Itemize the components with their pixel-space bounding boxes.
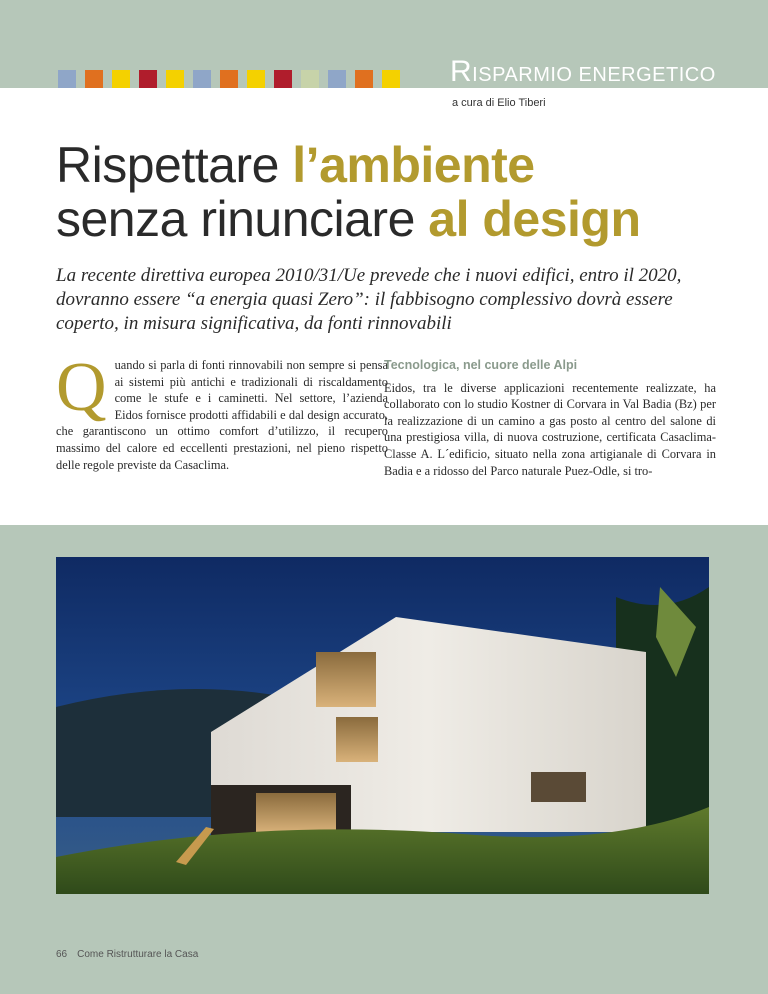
color-square [58, 70, 76, 88]
drop-cap: Q [56, 349, 107, 426]
color-square [301, 70, 319, 88]
section-title-rest: ISPARMIO ENERGETICO [472, 64, 716, 86]
section-title [450, 56, 716, 91]
right-window [531, 772, 586, 802]
color-square [355, 70, 373, 88]
color-square [193, 70, 211, 88]
color-square [85, 70, 103, 88]
page-footer [56, 949, 198, 960]
left-column-text: uando si parla di fonti rinnovabili non sempre si pensa ai sistemi più antichi e tradizionali di riscaldamento come le stufe e i caminetti. Nel settore, l’azienda Eidos fornisce prodotti affidabili e dal design accurato, che garantiscono un ottimo comfort d’utilizzo, il recupero massimo del calore ed eccellenti prestazioni, nel pieno rispetto delle regole previste da Casaclima. [56, 358, 388, 472]
color-square [166, 70, 184, 88]
headline-line1-highlight: l’ambiente [292, 137, 535, 193]
right-column [384, 357, 716, 479]
color-square [112, 70, 130, 88]
color-square [139, 70, 157, 88]
color-squares-bar [58, 70, 400, 88]
byline: a cura di Elio Tiberi [452, 97, 546, 109]
right-column-heading: Tecnologica, nel cuore delle Alpi [384, 358, 578, 372]
color-square [274, 70, 292, 88]
house-photo [56, 557, 709, 894]
headline-line2-highlight: al design [428, 191, 641, 247]
headline-line1-plain: Rispettare [56, 137, 293, 193]
middle-window [336, 717, 378, 762]
color-square [247, 70, 265, 88]
color-square [328, 70, 346, 88]
right-column-text: Eidos, tra le diverse applicazioni recentemente realizzate, ha collaborato con lo studio Kostner di Corvara in Val Badia (Bz) per la realizzazione di un camino a gas posto al centro del salone di una prestigiosa villa, di nuova costruzione, certificata Casaclima-Classe A. L´edificio, situato nella zona artigianale di Corvara in Badia e a ridosso del Parco naturale Puez-Odle, si tro- [384, 380, 716, 478]
color-square [382, 70, 400, 88]
section-title-cap: R [450, 55, 473, 88]
subtitle: La recente direttiva europea 2010/31/Ue prevede che i nuovi edifici, entro il 2020, dovranno essere “a energia quasi Zero”: il fabbisogno complessivo dovrà essere coperto, in misura significativa, da fonti rinnovabili [56, 265, 682, 334]
left-column [56, 349, 388, 473]
color-square [220, 70, 238, 88]
headline-line2-plain: senza rinunciare [56, 191, 429, 247]
upper-window [316, 652, 376, 707]
magazine-name: Come Ristrutturare la Casa [77, 949, 199, 960]
page-number: 66 [56, 949, 68, 960]
ground-window [256, 793, 336, 833]
headline [56, 138, 746, 246]
